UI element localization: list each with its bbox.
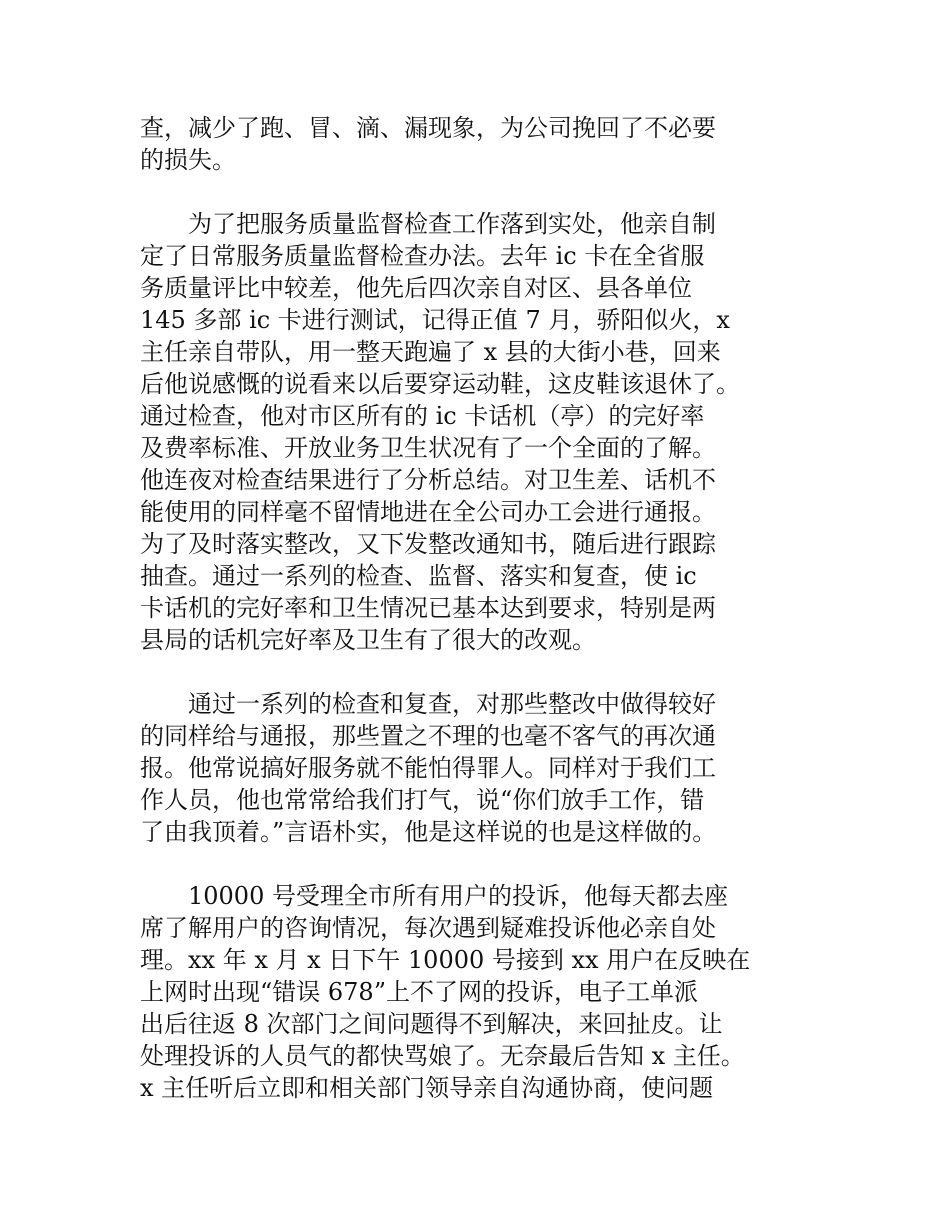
text-line: 理。xx 年 x 月 x 日下午 10000 号接到 xx 用户在反映在 [140, 946, 751, 974]
paragraph-1 [140, 112, 860, 176]
text-line: 145 多部 ic 卡进行测试，记得正值 7 月，骄阳似火，x [140, 306, 730, 334]
paragraph-2 [140, 208, 860, 656]
text-line: 为了把服务质量监督检查工作落到实处，他亲自制 [140, 210, 716, 238]
text-line: 能使用的同样毫不留情地进在全公司办工会进行通报。 [140, 498, 716, 526]
text-line: 后他说感慨的说看来以后要穿运动鞋，这皮鞋该退休了。 [140, 370, 740, 398]
text-line: 为了及时落实整改，又下发整改通知书，随后进行跟踪 [140, 530, 716, 558]
paragraph-3 [140, 688, 860, 848]
text-line: 他连夜对检查结果进行了分析总结。对卫生差、话机不 [140, 466, 716, 494]
text-line: 上网时出现“错误 678”上不了网的投诉，电子工单派 [140, 978, 698, 1006]
text-line: 及费率标准、开放业务卫生状况有了一个全面的了解。 [140, 434, 716, 462]
text-line: 的损失。 [140, 146, 236, 174]
text-line: 报。他常说搞好服务就不能怕得罪人。同样对于我们工 [140, 754, 716, 782]
text-line: 出后往返 8 次部门之间问题得不到解决，来回扯皮。让 [140, 1010, 723, 1038]
text-line: 10000 号受理全市所有用户的投诉，他每天都去座 [140, 882, 728, 910]
text-line: 的同样给与通报，那些置之不理的也毫不客气的再次通 [140, 722, 716, 750]
text-line: 主任亲自带队，用一整天跑遍了 x 县的大街小巷，回来 [140, 338, 721, 366]
text-line: 处理投诉的人员气的都快骂娘了。无奈最后告知 x 主任。 [140, 1042, 745, 1070]
text-line: 抽查。通过一系列的检查、监督、落实和复查，使 ic [140, 562, 697, 590]
text-line: 通过一系列的检查和复查，对那些整改中做得较好 [140, 690, 716, 718]
document-body [140, 112, 860, 1136]
text-line: 通过检查，他对市区所有的 ic 卡话机（亭）的完好率 [140, 402, 705, 430]
text-line: 务质量评比中较差，他先后四次亲自对区、县各单位 [140, 274, 692, 302]
text-line: 县局的话机完好率及卫生有了很大的改观。 [140, 626, 596, 654]
paragraph-4 [140, 880, 860, 1104]
text-line: 查，减少了跑、冒、滴、漏现象，为公司挽回了不必要 [140, 114, 716, 142]
text-line: 作人员，他也常常给我们打气，说“你们放手工作，错 [140, 786, 705, 814]
text-line: 定了日常服务质量监督检查办法。去年 ic 卡在全省服 [140, 242, 705, 270]
text-line: 卡话机的完好率和卫生情况已基本达到要求，特别是两 [140, 594, 716, 622]
text-line: x 主任听后立即和相关部门领导亲自沟通协商，使问题 [140, 1074, 714, 1102]
text-line: 席了解用户的咨询情况，每次遇到疑难投诉他必亲自处 [140, 914, 716, 942]
text-line: 了由我顶着。”言语朴实，他是这样说的也是这样做的。 [140, 818, 717, 846]
